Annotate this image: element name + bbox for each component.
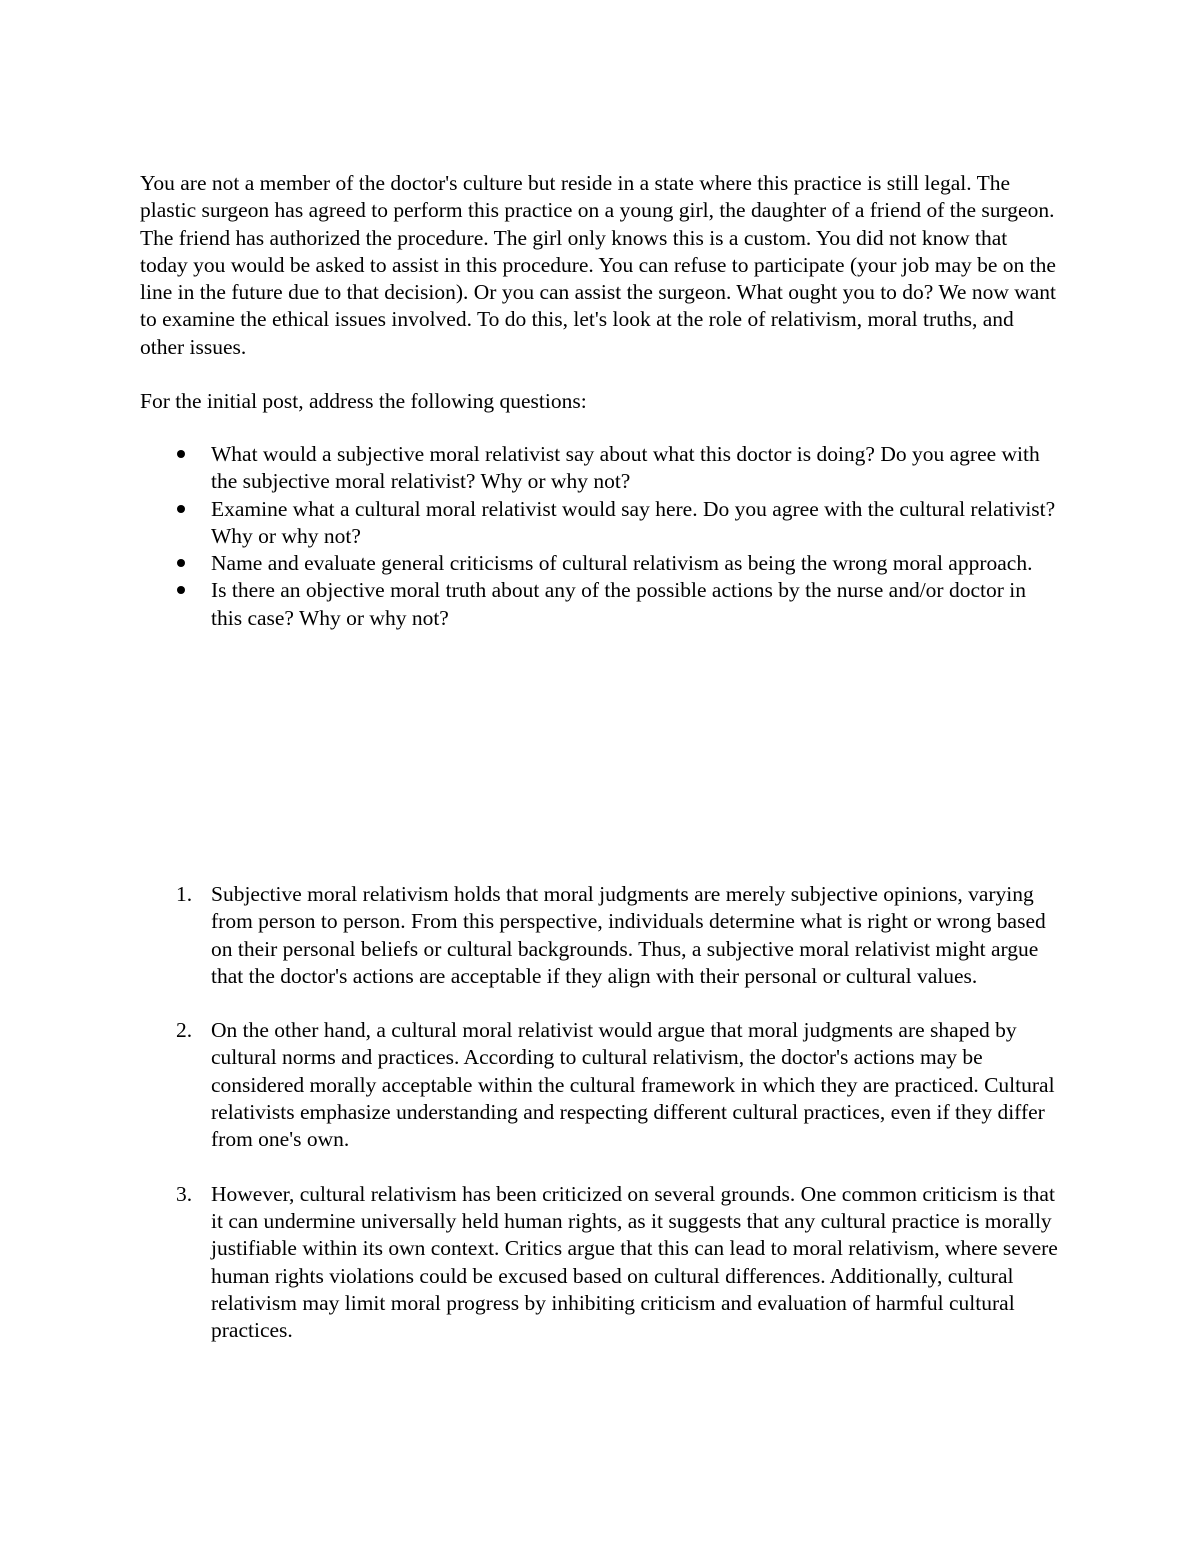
answer-item [140, 1017, 1060, 1153]
bullet-icon [177, 505, 185, 513]
question-item [140, 550, 1060, 577]
question-list [140, 441, 1060, 632]
answer-list [140, 881, 1060, 1371]
bullet-icon [177, 450, 185, 458]
question-item [140, 577, 1060, 632]
question-text: Name and evaluate general criticisms of cultural relativism as being the wrong moral approach. [211, 551, 1033, 576]
bullet-icon [177, 559, 185, 567]
question-text: Examine what a cultural moral relativist would say here. Do you agree with the cultural relativist? Why or why not? [211, 496, 1056, 548]
answer-text: However, cultural relativism has been criticized on several grounds. One common criticism is that it can undermine universally held human rights, as it suggests that any cultural practice is morally justifiable within its own context. Critics argue that this can lead to moral relativism, where severe human rights violations could be excused based on cultural differences. Additionally, cultural relativism may limit moral progress by inhibiting criticism and evaluation of harmful cultural practices. [211, 1181, 1058, 1343]
answer-number: 2. [176, 1018, 193, 1043]
intro-paragraph: You are not a member of the doctor's culture but reside in a state where this practice is still legal. The plastic surgeon has agreed to perform this practice on a young girl, the daughter of a friend of the surgeon. The friend has authorized the procedure. The girl only knows this is a custom. You did not know that today you would be asked to assist in this procedure. You can refuse to participate (your job may be on the line in the future due to that decision). Or you can assist the surgeon. What ought you to do? We now want to examine the ethical issues involved. To do this, let's look at the role of relativism, moral truths, and other issues. [140, 171, 1057, 359]
answer-text: Subjective moral relativism holds that moral judgments are merely subjective opinions, varying from person to person. From this perspective, individuals determine what is right or wrong based on their personal beliefs or cultural backgrounds. Thus, a subjective moral relativist might argue that the doctor's actions are acceptable if they align with their personal or cultural values. [211, 882, 1046, 988]
question-text: What would a subjective moral relativist say about what this doctor is doing? Do you agree with the subjective moral relativist? Why or why not? [211, 442, 1040, 494]
question-item [140, 441, 1060, 496]
answer-number: 3. [176, 1181, 193, 1206]
answer-item [140, 881, 1060, 990]
answer-number: 1. [176, 882, 193, 906]
question-item [140, 496, 1060, 551]
answer-text: On the other hand, a cultural moral relativist would argue that moral judgments are shaped by cultural norms and practices. According to cultural relativism, the doctor's actions may be considered morally acceptable within the cultural framework in which they are practiced. Cultural relativists emphasize understanding and respecting different cultural practices, even if they differ from one's own. [211, 1018, 1055, 1152]
question-text: Is there an objective moral truth about any of the possible actions by the nurse and/or doctor in this case? Why or why not? [211, 578, 1026, 630]
bullet-icon [177, 586, 185, 594]
prompt-text: For the initial post, address the following questions: [140, 389, 587, 413]
answer-item [140, 1181, 1060, 1345]
